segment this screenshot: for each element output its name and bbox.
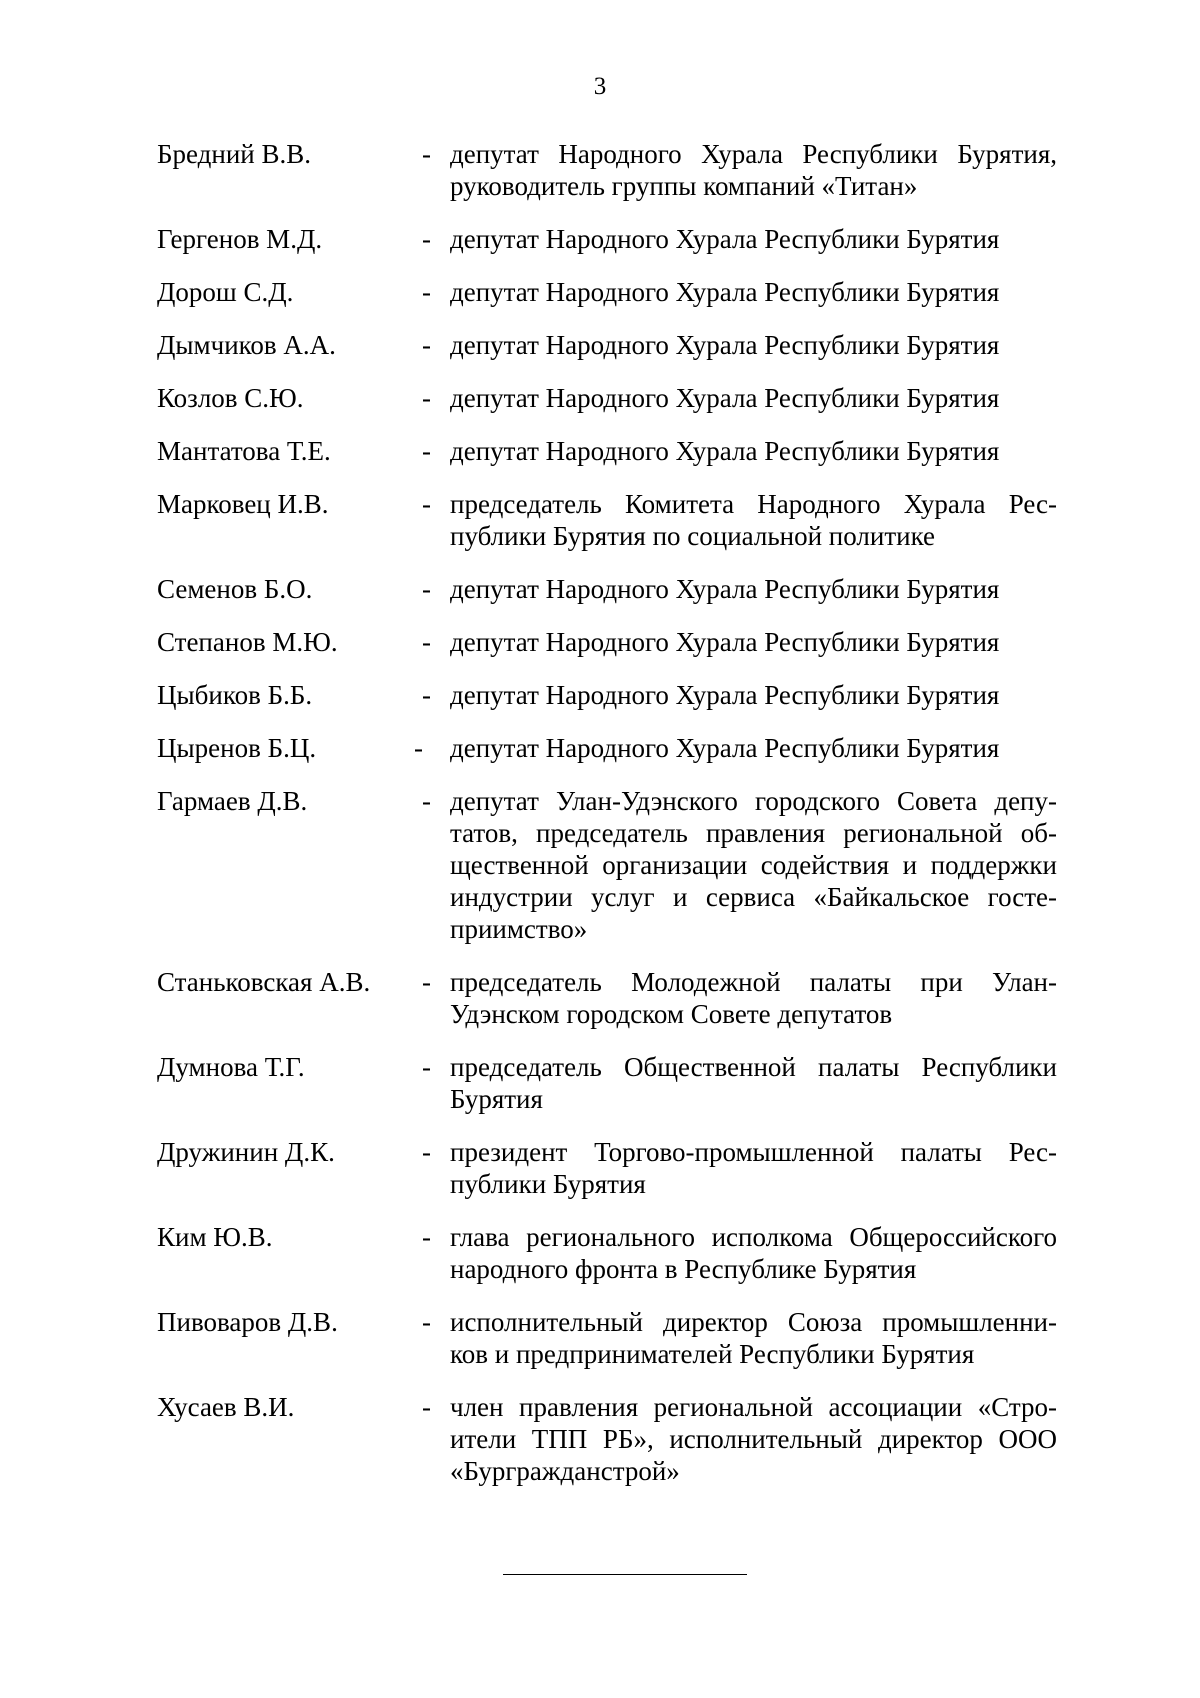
member-position — [450, 276, 1057, 308]
position-line: президент Торгово-промышленной палаты Рес- — [450, 1137, 1057, 1167]
member-name: Гармаев Д.В. — [157, 786, 308, 816]
position-line: депутат Народного Хурала Республики Бурятия, — [450, 139, 1057, 169]
member-position — [450, 435, 1057, 467]
member-name: Гергенов М.Д. — [157, 224, 323, 254]
separator-dash: - — [422, 1307, 431, 1337]
member-entry — [157, 966, 1057, 1030]
member-position — [450, 785, 1057, 945]
position-line: Удэнском городском Совете депутатов — [450, 999, 893, 1029]
separator-dash: - — [422, 139, 431, 169]
position-line: депутат Народного Хурала Республики Бурятия — [450, 224, 1000, 254]
member-entry — [157, 1221, 1057, 1285]
separator-dash: - — [422, 627, 431, 657]
member-entry — [157, 276, 1057, 308]
member-entry — [157, 1051, 1057, 1115]
position-line: депутат Улан-Удэнского городского Совета депу- — [450, 786, 1057, 816]
member-entry — [157, 329, 1057, 361]
separator-dash: - — [414, 733, 423, 763]
separator-dash: - — [422, 1222, 431, 1252]
member-name: Марковец И.В. — [157, 489, 329, 519]
member-name: Хусаев В.И. — [157, 1392, 295, 1422]
position-line: депутат Народного Хурала Республики Бурятия — [450, 680, 1000, 710]
separator-dash: - — [422, 1052, 431, 1082]
position-line: председатель Общественной палаты Республики — [450, 1052, 1057, 1082]
member-position — [450, 1306, 1057, 1370]
position-line: татов, председатель правления региональной об- — [450, 818, 1057, 848]
position-line: депутат Народного Хурала Республики Бурятия — [450, 574, 1000, 604]
separator-dash: - — [422, 574, 431, 604]
member-entry — [157, 488, 1057, 552]
member-entry — [157, 1306, 1057, 1370]
position-line: глава регионального исполкома Общероссийского — [450, 1222, 1057, 1252]
position-line: Бурятия — [450, 1084, 543, 1114]
separator-dash: - — [422, 383, 431, 413]
separator-dash: - — [422, 489, 431, 519]
member-name: Мантатова Т.Е. — [157, 436, 331, 466]
member-name: Станьковская А.В. — [157, 967, 371, 997]
separator-dash: - — [422, 786, 431, 816]
position-line: народного фронта в Республике Бурятия — [450, 1254, 917, 1284]
position-line: депутат Народного Хурала Республики Бурятия — [450, 627, 1000, 657]
position-line: председатель Комитета Народного Хурала Рес- — [450, 489, 1057, 519]
member-position — [450, 382, 1057, 414]
member-position — [450, 488, 1057, 552]
member-entry — [157, 1391, 1057, 1487]
member-entry — [157, 679, 1057, 711]
member-position — [450, 1391, 1057, 1487]
position-line: ков и предпринимателей Республики Бурятия — [450, 1339, 975, 1369]
member-position — [450, 732, 1057, 764]
position-line: исполнительный директор Союза промышленни- — [450, 1307, 1057, 1337]
member-name: Степанов М.Ю. — [157, 627, 338, 657]
position-line: «Бурграждaнстрой» — [450, 1456, 680, 1486]
member-name: Дымчиков А.А. — [157, 330, 336, 360]
member-entry — [157, 1136, 1057, 1200]
member-list — [157, 138, 1057, 1508]
position-line: депутат Народного Хурала Республики Бурятия — [450, 330, 1000, 360]
position-line: публики Бурятия — [450, 1169, 646, 1199]
separator-dash: - — [422, 1392, 431, 1422]
separator-dash: - — [422, 967, 431, 997]
position-line: приимство» — [450, 914, 588, 944]
member-name: Ким Ю.В. — [157, 1222, 273, 1252]
member-name: Дружинин Д.К. — [157, 1137, 335, 1167]
member-name: Козлов С.Ю. — [157, 383, 304, 413]
position-line: депутат Народного Хурала Республики Бурятия — [450, 277, 1000, 307]
member-name: Цыренов Б.Ц. — [157, 733, 317, 763]
member-name: Цыбиков Б.Б. — [157, 680, 313, 710]
member-position — [450, 329, 1057, 361]
member-name: Дорош С.Д. — [157, 277, 294, 307]
position-line: ители ТПП РБ», исполнительный директор ООО — [450, 1424, 1057, 1454]
member-entry — [157, 573, 1057, 605]
member-position — [450, 223, 1057, 255]
position-line: депутат Народного Хурала Республики Бурятия — [450, 436, 1000, 466]
member-entry — [157, 785, 1057, 945]
member-entry — [157, 223, 1057, 255]
position-line: руководитель группы компаний «Титан» — [450, 171, 918, 201]
position-line: депутат Народного Хурала Республики Бурятия — [450, 733, 1000, 763]
separator-dash: - — [422, 277, 431, 307]
page-number: 3 — [593, 73, 607, 100]
member-position — [450, 1221, 1057, 1285]
member-position — [450, 679, 1057, 711]
position-line: щественной организации содействия и поддержки — [450, 850, 1057, 880]
member-name: Думнова Т.Г. — [157, 1052, 305, 1082]
member-name: Семенов Б.О. — [157, 574, 313, 604]
position-line: председатель Молодежной палаты при Улан- — [450, 967, 1057, 997]
member-position — [450, 626, 1057, 658]
separator-dash: - — [422, 224, 431, 254]
member-position — [450, 966, 1057, 1030]
member-entry — [157, 435, 1057, 467]
member-name: Пивоваров Д.В. — [157, 1307, 338, 1337]
member-position — [450, 573, 1057, 605]
member-name: Бредний В.В. — [157, 139, 311, 169]
member-entry — [157, 382, 1057, 414]
member-position — [450, 138, 1057, 202]
separator-dash: - — [422, 330, 431, 360]
position-line: публики Бурятия по социальной политике — [450, 521, 935, 551]
end-of-list-rule — [503, 1574, 747, 1575]
member-position — [450, 1136, 1057, 1200]
position-line: индустрии услуг и сервиса «Байкальское госте- — [450, 882, 1057, 912]
member-entry — [157, 626, 1057, 658]
member-entry — [157, 732, 1057, 764]
separator-dash: - — [422, 436, 431, 466]
position-line: член правления региональной ассоциации «Стро- — [450, 1392, 1057, 1422]
separator-dash: - — [422, 1137, 431, 1167]
member-entry — [157, 138, 1057, 202]
member-position — [450, 1051, 1057, 1115]
separator-dash: - — [422, 680, 431, 710]
position-line: депутат Народного Хурала Республики Бурятия — [450, 383, 1000, 413]
